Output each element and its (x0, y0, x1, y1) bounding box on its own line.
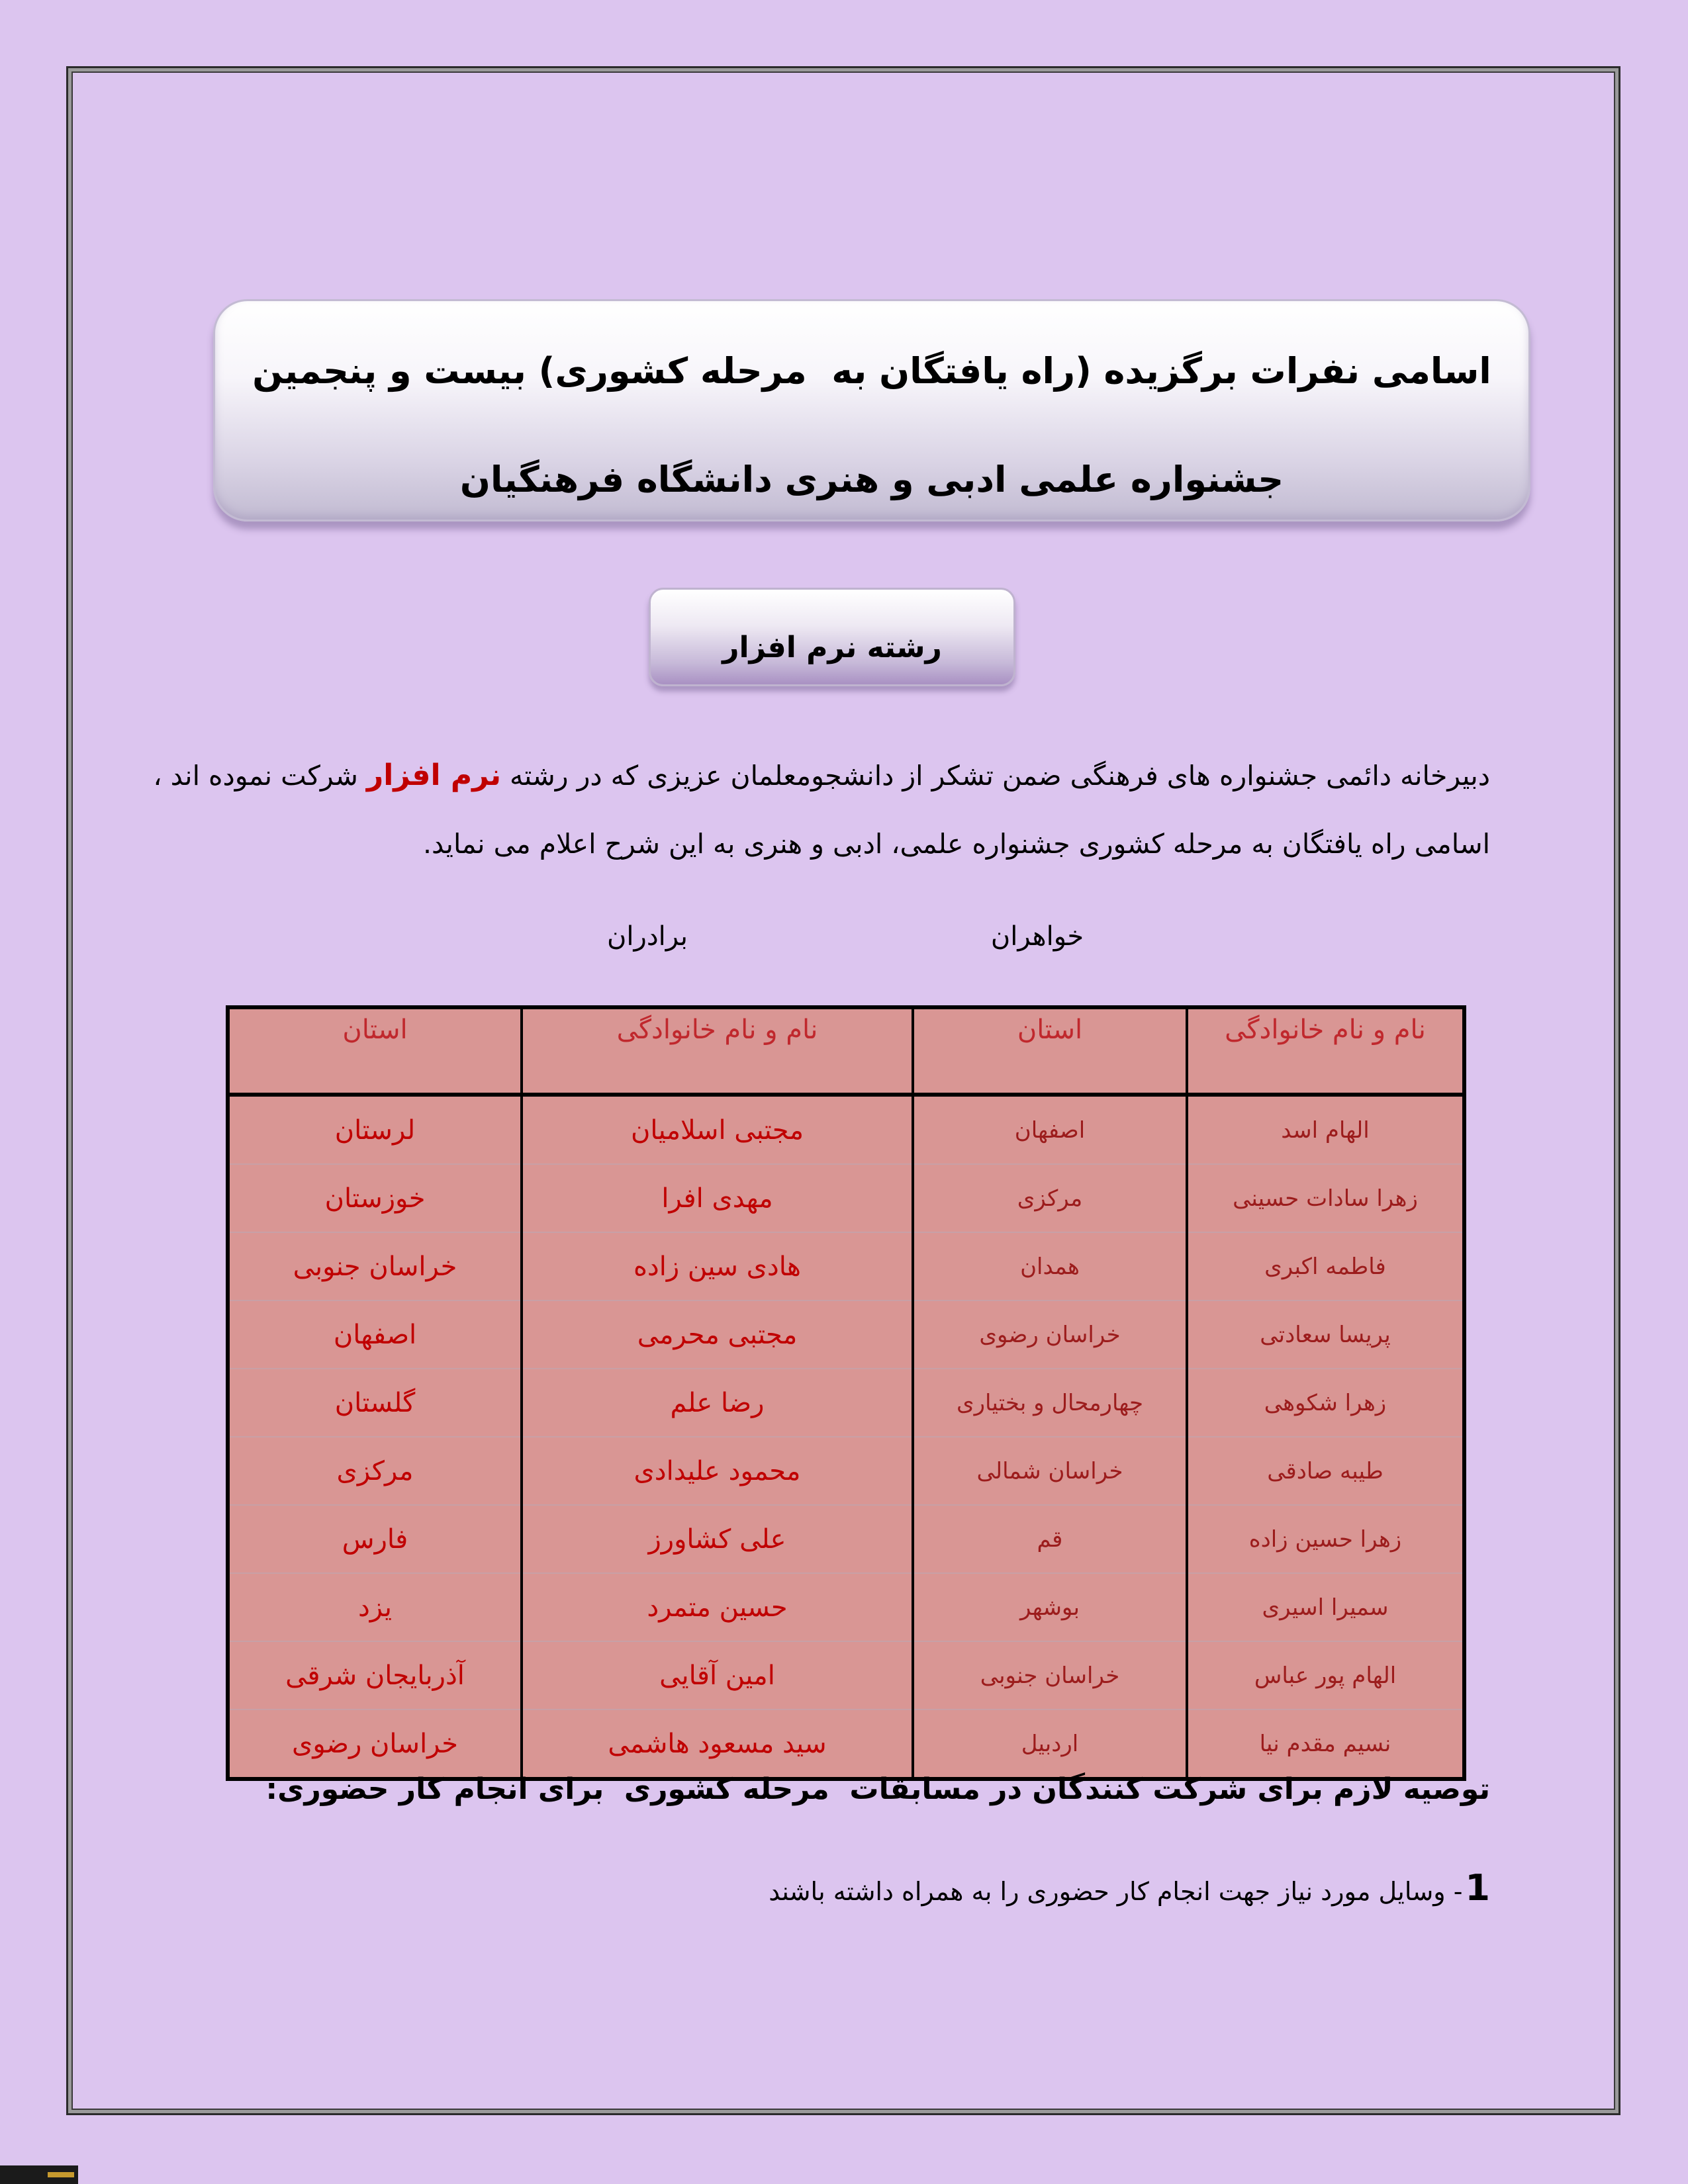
brother-province-cell: گلستان (228, 1369, 522, 1437)
title-banner (213, 299, 1530, 522)
brother-province-cell: خراسان جنوبی (228, 1232, 522, 1300)
header-brother-province: استان (228, 1007, 522, 1095)
table-row (228, 1437, 1464, 1505)
brother-province-cell: مرکزی (228, 1437, 522, 1505)
sister-province-cell: چهارمحال و بختیاری (913, 1369, 1187, 1437)
header-sister-name: نام و نام خانوادگی (1187, 1007, 1464, 1095)
intro-line-1 (153, 754, 1490, 797)
header-sister-province: استان (913, 1007, 1187, 1095)
sister-name-cell: طیبه صادقی (1187, 1437, 1464, 1505)
recommendation-heading: توصیه لازم برای شرکت کنندگان در مسابقات مرحله کشوری برای انجام کار حضوری: (265, 1772, 1490, 1806)
sister-province-cell: خراسان رضوی (913, 1300, 1187, 1369)
sister-province-cell: اردبیل (913, 1709, 1187, 1779)
brother-province-cell: خراسان رضوی (228, 1709, 522, 1779)
sister-name-cell: زهرا سادات حسینی (1187, 1164, 1464, 1232)
recommendation-item-number: 1 (1465, 1867, 1490, 1909)
sister-province-cell: قم (913, 1505, 1187, 1573)
brother-province-cell: خوزستان (228, 1164, 522, 1232)
sister-name-cell: زهرا حسین زاده (1187, 1505, 1464, 1573)
table-row (228, 1300, 1464, 1369)
table-row (228, 1505, 1464, 1573)
sister-name-cell: سمیرا اسیری (1187, 1573, 1464, 1641)
field-label: رشته نرم افزار (722, 631, 942, 664)
group-label-brothers: برادران (607, 921, 688, 952)
recommendation-item-text: - وسایل مورد نیاز جهت انجام کار حضوری را به همراه داشته باشند (769, 1877, 1463, 1906)
sister-province-cell: مرکزی (913, 1164, 1187, 1232)
sister-name-cell: نسیم مقدم نیا (1187, 1709, 1464, 1779)
intro-line-2: اسامی راه یافتگان به مرحله کشوری جشنواره علمی، ادبی و هنری به این شرح اعلام می نماید. (422, 828, 1490, 860)
sister-province-cell: خراسان شمالی (913, 1437, 1187, 1505)
table-row (228, 1641, 1464, 1709)
brother-name-cell: مهدی افرا (522, 1164, 913, 1232)
table-row (228, 1573, 1464, 1641)
sister-name-cell: پریسا سعادتی (1187, 1300, 1464, 1369)
site-logo-accent (48, 2172, 74, 2177)
brother-name-cell: علی کشاورز (522, 1505, 913, 1573)
brother-name-cell: مجتبی اسلامیان (522, 1095, 913, 1164)
header-brother-name: نام و نام خانوادگی (522, 1007, 913, 1095)
table-row (228, 1369, 1464, 1437)
title-line-1: اسامی نفرات برگزیده (راه یافتگان به مرحله کشوری) بیست و پنجمین (252, 350, 1491, 392)
sister-province-cell: همدان (913, 1232, 1187, 1300)
table-row (228, 1164, 1464, 1232)
intro-highlight-field: نرم افزار (366, 758, 502, 792)
results-table-head (228, 1007, 1464, 1095)
brother-name-cell: محمود علیدادی (522, 1437, 913, 1505)
brother-province-cell: فارس (228, 1505, 522, 1573)
sister-province-cell: خراسان جنوبی (913, 1641, 1187, 1709)
table-row (228, 1095, 1464, 1164)
sister-name-cell: الهام پور عباس (1187, 1641, 1464, 1709)
field-label-box (649, 588, 1015, 686)
brother-name-cell: سید مسعود هاشمی (522, 1709, 913, 1779)
sister-name-cell: الهام اسد (1187, 1095, 1464, 1164)
sister-province-cell: بوشهر (913, 1573, 1187, 1641)
brother-name-cell: مجتبی محرمی (522, 1300, 913, 1369)
brother-name-cell: حسین متمرد (522, 1573, 913, 1641)
sister-name-cell: زهرا شکوهی (1187, 1369, 1464, 1437)
sister-province-cell: اصفهان (913, 1095, 1187, 1164)
brother-province-cell: لرستان (228, 1095, 522, 1164)
title-line-2: جشنواره علمی ادبی و هنری دانشگاه فرهنگیان (459, 459, 1284, 500)
sister-name-cell: فاطمه اکبری (1187, 1232, 1464, 1300)
site-logo-strip (0, 2165, 78, 2184)
brother-name-cell: هادی سین زاده (522, 1232, 913, 1300)
brother-name-cell: امین آقایی (522, 1641, 913, 1709)
results-table (226, 1005, 1466, 1781)
intro-text-before: دبیرخانه دائمی جشنواره های فرهنگی ضمن تشکر از دانشجومعلمان عزیزی که در رشته (501, 760, 1490, 792)
table-row (228, 1232, 1464, 1300)
recommendation-item (769, 1863, 1490, 1913)
brother-name-cell: رضا علم (522, 1369, 913, 1437)
brother-province-cell: یزد (228, 1573, 522, 1641)
table-header-row (228, 1007, 1464, 1095)
brother-province-cell: اصفهان (228, 1300, 522, 1369)
results-table-body (228, 1095, 1464, 1779)
group-label-sisters: خواهران (990, 921, 1084, 952)
intro-text-after: شرکت نموده اند ، (153, 760, 367, 792)
brother-province-cell: آذربایجان شرقی (228, 1641, 522, 1709)
